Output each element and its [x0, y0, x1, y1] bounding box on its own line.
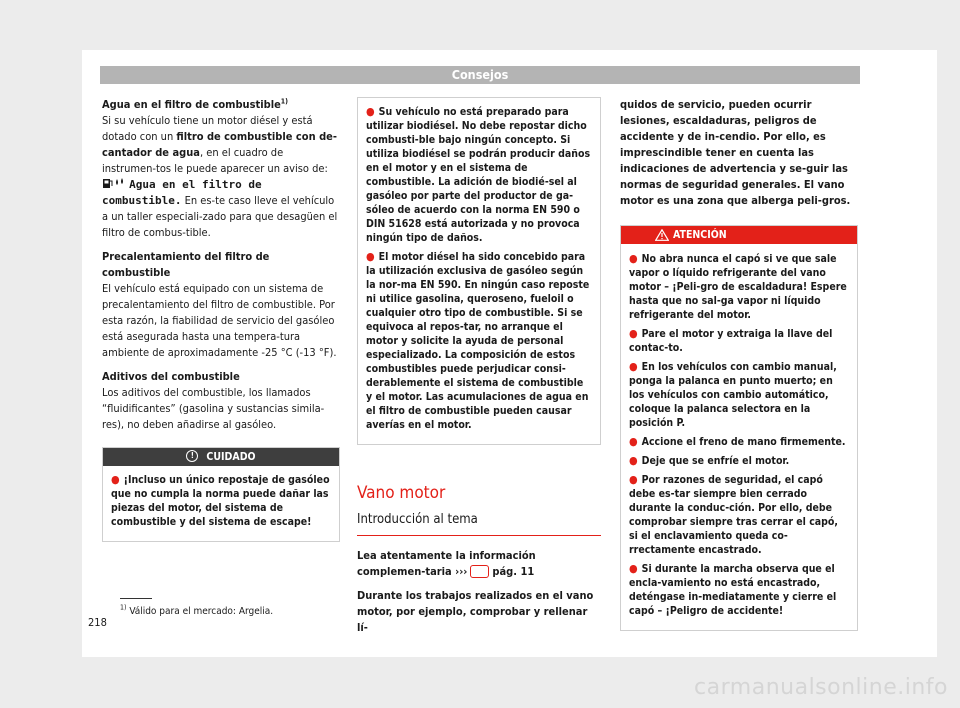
- warning-box: [620, 225, 858, 631]
- warning-item: ● Deje que se enfríe el motor.: [629, 454, 790, 467]
- warning-body: [621, 244, 857, 630]
- column-left: [102, 97, 340, 542]
- bullet-icon: ●: [366, 105, 375, 118]
- caution-header: ! CUIDADO: [103, 448, 339, 466]
- bullet-icon: ●: [629, 435, 638, 448]
- paragraph-additives: Los aditivos del combustible, los llamados “fluidificantes” (gasolina y sustancias simila-res), no deben añadirse al gasóleo.: [102, 386, 325, 431]
- intro-paragraph: Lea atentamente la información complemen-taria ››› pág. 11: [357, 549, 536, 578]
- heading-water-filter: Agua en el filtro de combustible$^{1)}$: [102, 97, 289, 111]
- watermark-logo: carmanualsonline.info: [694, 675, 948, 700]
- bullet-icon: ●: [629, 473, 638, 486]
- caution-body: [103, 466, 339, 541]
- bullet-icon: ●: [629, 252, 638, 265]
- paragraph-engine-work: Durante los trabajos realizados en el vano motor, por ejemplo, comprobar y rellenar lí-: [357, 589, 594, 634]
- column-right: [620, 97, 858, 631]
- column-middle: [357, 97, 601, 644]
- heading-preheating: Precalentamiento del filtro de combustible: [102, 250, 270, 279]
- warning-item: ● Si durante la marcha observa que el encla-vamiento no está encastrado, deténgase in-mediatamente y cierre el capó – ¡Peligro de accidente!: [629, 562, 837, 617]
- caution-box: [102, 447, 340, 542]
- heading-additives: Aditivos del combustible: [102, 370, 240, 383]
- footnote: $^{1)}$ Válido para el mercado: Argelia.: [120, 603, 274, 617]
- caution-box-continued: [357, 97, 601, 445]
- bullet-icon: ●: [366, 250, 375, 263]
- warning-triangle-icon: [655, 229, 669, 241]
- caution-body-continued: [358, 98, 600, 444]
- caution-item: ● ¡Incluso un único repostaje de gasóleo que no cumpla la norma puede dañar las piezas del motor, del sistema de combustible y del sistema de escape!: [111, 473, 330, 528]
- paragraph-engine-dangers: quidos de servicio, pueden ocurrir lesiones, escaldaduras, peligros de accidente y de in-cendio. Por ello, es imprescindible tener en cuenta las indicaciones de advertencia y se-guir las normas de seguridad generales. El vano motor es una zona que alberga peli-gros.: [620, 98, 851, 207]
- caution-item: ● El motor diésel ha sido concebido para la utilización exclusiva de gasóleo según la nor-ma EN 590. En ningún caso reposte ni utilice gasolina, queroseno, fueloil o cualquier otro tipo de combustible. Si se equivoca al repos-tar, no arranque el motor y solicite la ayuda de personal especializado. La composición de estos combustibles puede perjudicar consi-derablemente el sistema de combustible y el motor. Las acumulaciones de agua en el filtro de combustible pueden causar averías en el motor.: [366, 250, 590, 431]
- info-icon: !: [186, 450, 198, 462]
- page-number: 218: [88, 616, 107, 629]
- paragraph-preheating: El vehículo está equipado con un sistema de precalentamiento del filtro de combustible. Por esta razón, la fiabilidad de servicio del gasóleo está asegurada hasta una tempera-tura ambiente de aproximadamente -25 °C (-13 °F).: [102, 282, 337, 359]
- warning-header: ATENCIÓN: [621, 226, 857, 244]
- reference-arrow: ›››: [455, 565, 468, 578]
- bullet-icon: ●: [629, 454, 638, 467]
- page-reference-link[interactable]: pág. 11: [492, 565, 535, 578]
- fuel-filter-water-icon: [102, 177, 126, 189]
- bullet-icon: ●: [629, 562, 638, 575]
- page-header: Consejos: [100, 66, 860, 84]
- warning-item: ● Pare el motor y extraiga la llave del contac-to.: [629, 327, 833, 354]
- footnote-ref: 1): [280, 97, 289, 106]
- section-title: Vano motor: [357, 483, 446, 503]
- warning-item: ● No abra nunca el capó si ve que sale vapor o líquido refrigerante del vano motor – ¡Peli-gro de escaldadura! Espere hasta que no sal-ga vapor ni líquido refrigerante del motor.: [629, 252, 847, 321]
- warning-item: ● Accione el freno de mano firmemente.: [629, 435, 846, 448]
- book-link-icon[interactable]: [470, 565, 489, 578]
- warning-item: ● Por razones de seguridad, el capó debe es-tar siempre bien cerrado durante la conduc-ción. Por ello, debe comprobar siempre tras cerrar el capó, si el enclavamiento queda co-rrectamente encastrado.: [629, 473, 839, 556]
- bullet-icon: ●: [629, 360, 638, 373]
- footnote-divider: [120, 598, 152, 599]
- bullet-icon: ●: [629, 327, 638, 340]
- section-subtitle: Introducción al tema: [357, 512, 601, 536]
- caution-item: ● Su vehículo no está preparado para utilizar biodiésel. No debe repostar dicho combusti-ble bajo ningún concepto. Si utiliza biodiésel se podrán producir daños en el motor y en el sistema de combustible. La adición de biodié-sel al gasóleo por parte del productor de ga-sóleo de acuerdo con la norma EN 590 o DIN 51628 está autorizada y no provoca ningún tipo de daños.: [366, 105, 591, 244]
- paragraph-water-filter: Si su vehículo tiene un motor diésel y está dotado con un filtro de combustible con de-cantador de agua, en el cuadro de instrumen-tos le puede aparecer un aviso de: Agua en el filtro de combustible. En es-te caso lleve el vehículo a un taller especiali-zado para que desagüen el filtro de combus-tible.: [102, 114, 338, 239]
- warning-item: ● En los vehículos con cambio manual, ponga la palanca en punto muerto; en los vehículos con cambio automático, coloque la palanca selectora en la posición P.: [629, 360, 837, 429]
- bullet-icon: ●: [111, 473, 120, 486]
